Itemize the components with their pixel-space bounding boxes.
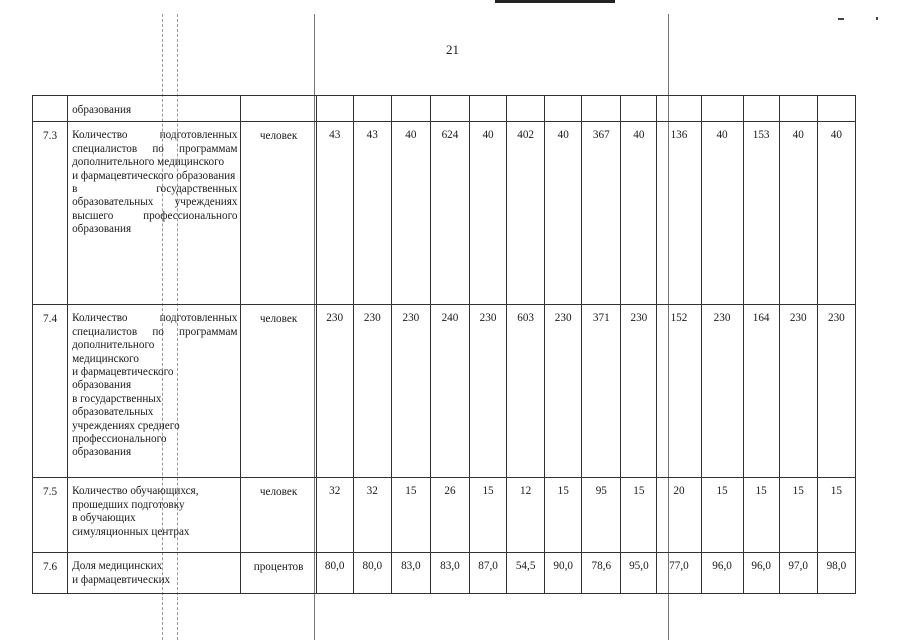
- value-cell: [621, 96, 657, 122]
- value-cell: 40: [779, 122, 817, 305]
- value-cell: 98,0: [817, 553, 855, 594]
- value-cell: 43: [353, 122, 391, 305]
- value-cell: 624: [430, 122, 469, 305]
- value-cell: 83,0: [391, 553, 430, 594]
- value-cell: 230: [316, 305, 353, 478]
- table-row: [33, 96, 856, 122]
- value-cell: 15: [470, 478, 507, 553]
- value-cell: [657, 96, 701, 122]
- value-cell: [353, 96, 391, 122]
- value-cell: 15: [743, 478, 779, 553]
- table-row: [33, 553, 856, 594]
- scan-speck: [838, 18, 844, 20]
- value-cell: [817, 96, 855, 122]
- row-number: 7.4: [33, 305, 68, 478]
- value-cell: 230: [621, 305, 657, 478]
- value-cell: 230: [701, 305, 743, 478]
- value-cell: 83,0: [430, 553, 469, 594]
- value-cell: 164: [743, 305, 779, 478]
- value-cell: [582, 96, 621, 122]
- page-number: 21: [446, 42, 459, 57]
- value-cell: 152: [657, 305, 701, 478]
- unit-of-measure: процентов: [241, 553, 316, 594]
- row-number: [33, 96, 68, 122]
- value-cell: 32: [316, 478, 353, 553]
- indicator-name: Количество подготовленных специалистов по программам дополнительного медицинского и фармацевтического образования в государственных образовательных учреждениях среднего профессионального образования: [68, 305, 241, 478]
- value-cell: 15: [817, 478, 855, 553]
- indicators-table: [32, 95, 856, 594]
- value-cell: 402: [507, 122, 545, 305]
- row-number: 7.3: [33, 122, 68, 305]
- value-cell: 371: [582, 305, 621, 478]
- value-cell: 15: [391, 478, 430, 553]
- value-cell: 15: [701, 478, 743, 553]
- value-cell: 43: [316, 122, 353, 305]
- value-cell: 78,6: [582, 553, 621, 594]
- unit-of-measure: человек: [241, 478, 316, 553]
- value-cell: 230: [545, 305, 582, 478]
- unit-of-measure: человек: [241, 305, 316, 478]
- value-cell: 96,0: [743, 553, 779, 594]
- value-cell: 230: [817, 305, 855, 478]
- value-cell: [430, 96, 469, 122]
- scan-speck: [876, 17, 878, 20]
- value-cell: 603: [507, 305, 545, 478]
- value-cell: [743, 96, 779, 122]
- value-cell: 230: [779, 305, 817, 478]
- value-cell: [507, 96, 545, 122]
- value-cell: 153: [743, 122, 779, 305]
- value-cell: 32: [353, 478, 391, 553]
- value-cell: 20: [657, 478, 701, 553]
- value-cell: 230: [470, 305, 507, 478]
- value-cell: 240: [430, 305, 469, 478]
- value-cell: 12: [507, 478, 545, 553]
- row-number: 7.5: [33, 478, 68, 553]
- unit-of-measure: [241, 96, 316, 122]
- indicator-name: Количество подготовленных специалистов по программам дополнительного медицинского и фармацевтического образования в государственных образовательных учреждениях высшего профессионального образования: [68, 122, 241, 305]
- value-cell: [779, 96, 817, 122]
- value-cell: [470, 96, 507, 122]
- value-cell: 95,0: [621, 553, 657, 594]
- table-row: [33, 305, 856, 478]
- value-cell: 95: [582, 478, 621, 553]
- value-cell: 40: [391, 122, 430, 305]
- value-cell: 80,0: [316, 553, 353, 594]
- value-cell: 90,0: [545, 553, 582, 594]
- value-cell: [316, 96, 353, 122]
- value-cell: 26: [430, 478, 469, 553]
- value-cell: 230: [391, 305, 430, 478]
- value-cell: 40: [470, 122, 507, 305]
- row-number: 7.6: [33, 553, 68, 594]
- value-cell: [701, 96, 743, 122]
- value-cell: 40: [545, 122, 582, 305]
- value-cell: 230: [353, 305, 391, 478]
- value-cell: 40: [621, 122, 657, 305]
- value-cell: 96,0: [701, 553, 743, 594]
- value-cell: 15: [779, 478, 817, 553]
- table-row: [33, 478, 856, 553]
- value-cell: 15: [545, 478, 582, 553]
- indicator-name: образования: [68, 96, 241, 122]
- value-cell: [391, 96, 430, 122]
- value-cell: 80,0: [353, 553, 391, 594]
- value-cell: 40: [701, 122, 743, 305]
- value-cell: 367: [582, 122, 621, 305]
- value-cell: 136: [657, 122, 701, 305]
- value-cell: 97,0: [779, 553, 817, 594]
- value-cell: [545, 96, 582, 122]
- table-row: [33, 122, 856, 305]
- indicator-name: Доля медицинских и фармацевтических: [68, 553, 241, 594]
- unit-of-measure: человек: [241, 122, 316, 305]
- indicator-name: Количество обучающихся, прошедших подготовку в обучающих симуляционных центрах: [68, 478, 241, 553]
- value-cell: 87,0: [470, 553, 507, 594]
- value-cell: 40: [817, 122, 855, 305]
- value-cell: 54,5: [507, 553, 545, 594]
- value-cell: 15: [621, 478, 657, 553]
- value-cell: 77,0: [657, 553, 701, 594]
- scan-top-mark: [495, 0, 615, 3]
